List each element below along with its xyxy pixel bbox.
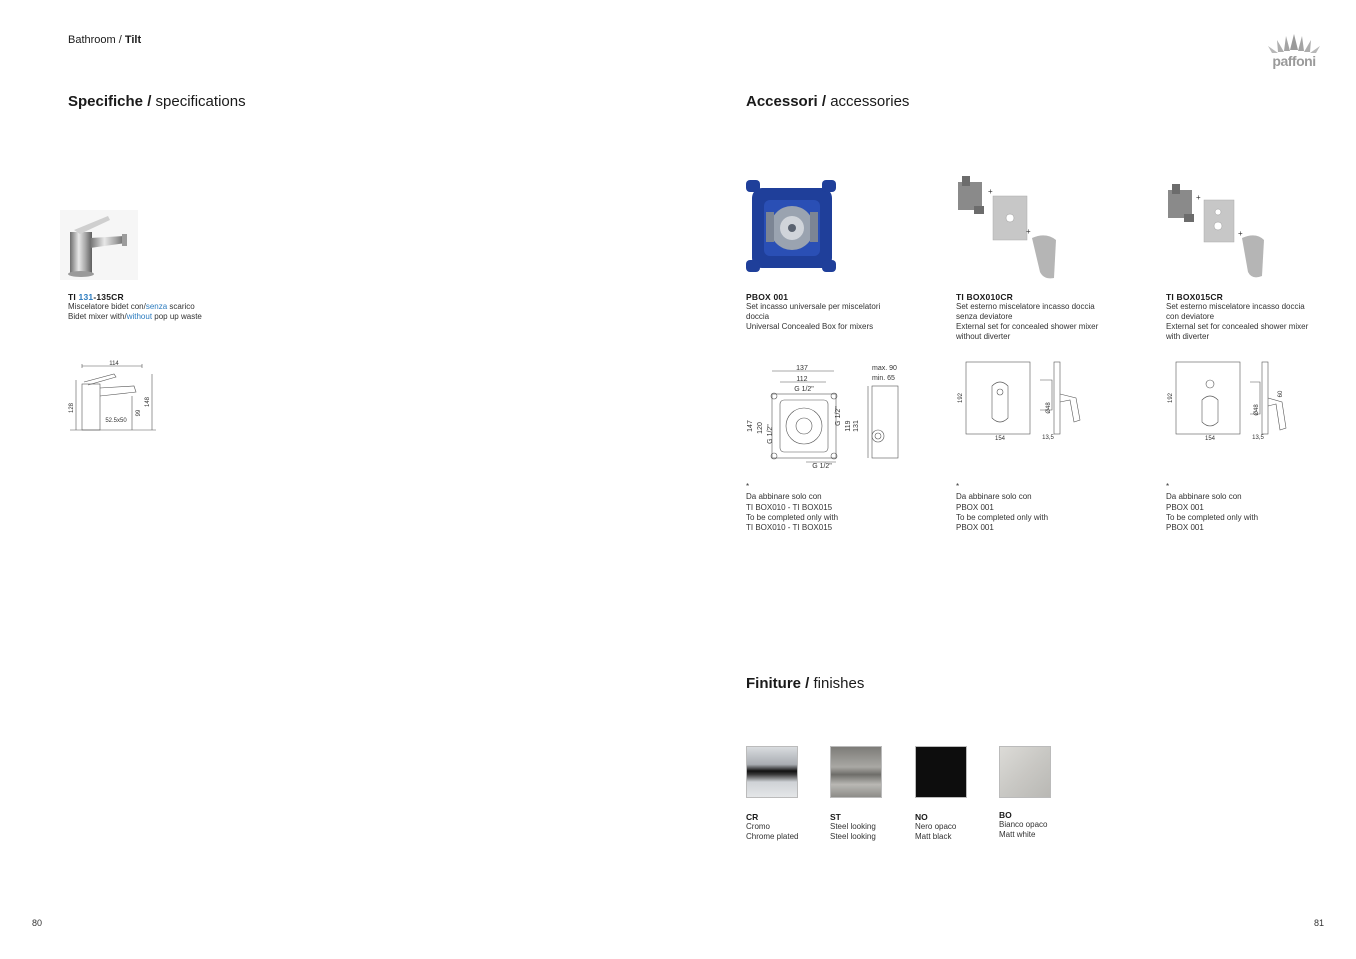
breadcrumb <box>68 34 141 46</box>
dim-13-5: 13,5 <box>1042 435 1054 441</box>
breadcrumb-prefix: Bathroom / <box>68 34 125 46</box>
accessory-code: PBOX 001 <box>746 292 789 302</box>
dim-base: 52.5x50 <box>105 418 127 424</box>
dim-119: 119 <box>845 420 852 432</box>
dim-154: 154 <box>994 436 1006 442</box>
brand-logo-icon <box>1262 30 1326 72</box>
finish-cr: CR Cromo Chrome plated <box>746 812 799 841</box>
accessory-box010 <box>956 292 1136 342</box>
brand-logo-text: paffoni <box>1272 53 1316 69</box>
note-pbox: * Da abbinare solo con TI BOX010 - TI BOX015 To be completed only with TI BOX010 - TI BOX015 <box>746 482 926 533</box>
dim-137: 137 <box>796 365 808 372</box>
accessory-desc-it: Set incasso universale per miscelatori doccia <box>746 302 881 321</box>
pbox-photo <box>746 178 838 274</box>
finish-bo: BO Bianco opaco Matt white <box>999 810 1048 839</box>
svg-text:+: + <box>1196 193 1201 202</box>
dim-154: 154 <box>1204 436 1216 442</box>
finishes-heading: Finiture / finishes <box>746 675 865 692</box>
dim-13-5: 13,5 <box>1252 435 1264 441</box>
finish-swatch-bo <box>999 746 1051 798</box>
product-code: TI 131-135CR <box>68 292 124 302</box>
accessory-desc-en: Universal Concealed Box for mixers <box>746 322 874 331</box>
dim-g-top: G 1/2" <box>794 386 814 393</box>
accessory-desc-en: External set for concealed shower mixer without diverter <box>956 322 1099 341</box>
dim-g-right: G 1/2" <box>835 406 842 426</box>
dim-112: 112 <box>796 376 808 383</box>
dim-inner: 99 <box>136 409 142 417</box>
page-number-right: 81 <box>1314 918 1325 928</box>
accessory-desc-en: External set for concealed shower mixer with diverter <box>1166 322 1309 341</box>
dim-192: 192 <box>1168 392 1174 404</box>
finish-swatch-st <box>830 746 882 798</box>
accessory-code: TI BOX010CR <box>956 292 1013 302</box>
specifications-heading-light: specifications <box>151 93 246 110</box>
accessories-heading: Accessori / accessories <box>746 93 910 110</box>
finish-swatch-cr <box>746 746 798 798</box>
breadcrumb-current: Tilt <box>124 34 142 46</box>
accessory-box015 <box>1166 292 1346 342</box>
accessory-code: TI BOX015CR <box>1166 292 1223 302</box>
box015-photo <box>1166 184 1276 280</box>
finish-st: ST Steel looking Steel looking <box>830 812 876 841</box>
note-box010: * Da abbinare solo con PBOX 001 To be completed only with PBOX 001 <box>956 482 1136 533</box>
dim-top: 114 <box>109 361 119 367</box>
specifications-heading-bold: Specifiche / <box>68 93 152 110</box>
dim-right: 148 <box>145 396 151 408</box>
dim-60: 60 <box>1278 390 1284 398</box>
dim-131: 131 <box>853 420 860 432</box>
svg-text:+: + <box>988 187 993 196</box>
accessory-desc-it: Set esterno miscelatore incasso doccia senza deviatore <box>956 302 1095 321</box>
dim-192: 192 <box>958 392 964 404</box>
accessory-pbox <box>746 292 926 332</box>
dim-g-bottom: G 1/2" <box>812 463 832 470</box>
finish-no: NO Nero opaco Matt black <box>915 812 957 841</box>
dim-120: 120 <box>757 422 764 434</box>
box010-photo <box>956 176 1066 280</box>
brand-logo <box>1262 30 1326 72</box>
bidet-mixer-photo <box>60 210 138 280</box>
box015-drawing <box>1166 358 1298 449</box>
svg-text:+: + <box>1238 229 1243 238</box>
dim-48: Ø48 <box>1046 402 1052 414</box>
dim-max: max. 90 <box>872 365 897 372</box>
note-box015: * Da abbinare solo con PBOX 001 To be completed only with PBOX 001 <box>1166 482 1346 533</box>
accessory-desc-it: Set esterno miscelatore incasso doccia con deviatore <box>1166 302 1305 321</box>
dim-min: min. 65 <box>872 375 895 382</box>
product-description <box>68 302 202 322</box>
dim-48: Ø48 <box>1254 404 1260 416</box>
note-star: * <box>956 482 960 491</box>
dim-left: 128 <box>69 402 75 414</box>
product-description-it: Miscelatore bidet con/senza scarico <box>68 302 195 311</box>
product-description-en: Bidet mixer with/without pop up waste <box>68 312 202 321</box>
finish-swatch-no <box>915 746 967 798</box>
specifications-heading <box>68 93 246 110</box>
pbox-drawing <box>744 360 916 481</box>
page-number-left: 80 <box>32 918 43 928</box>
svg-text:+: + <box>1026 227 1031 236</box>
box010-drawing <box>956 358 1088 449</box>
dim-g-left: G 1/2" <box>767 424 774 444</box>
note-star: * <box>1166 482 1170 491</box>
dim-147: 147 <box>747 420 754 432</box>
note-star: * <box>746 482 750 491</box>
bidet-mixer-drawing <box>64 358 160 441</box>
